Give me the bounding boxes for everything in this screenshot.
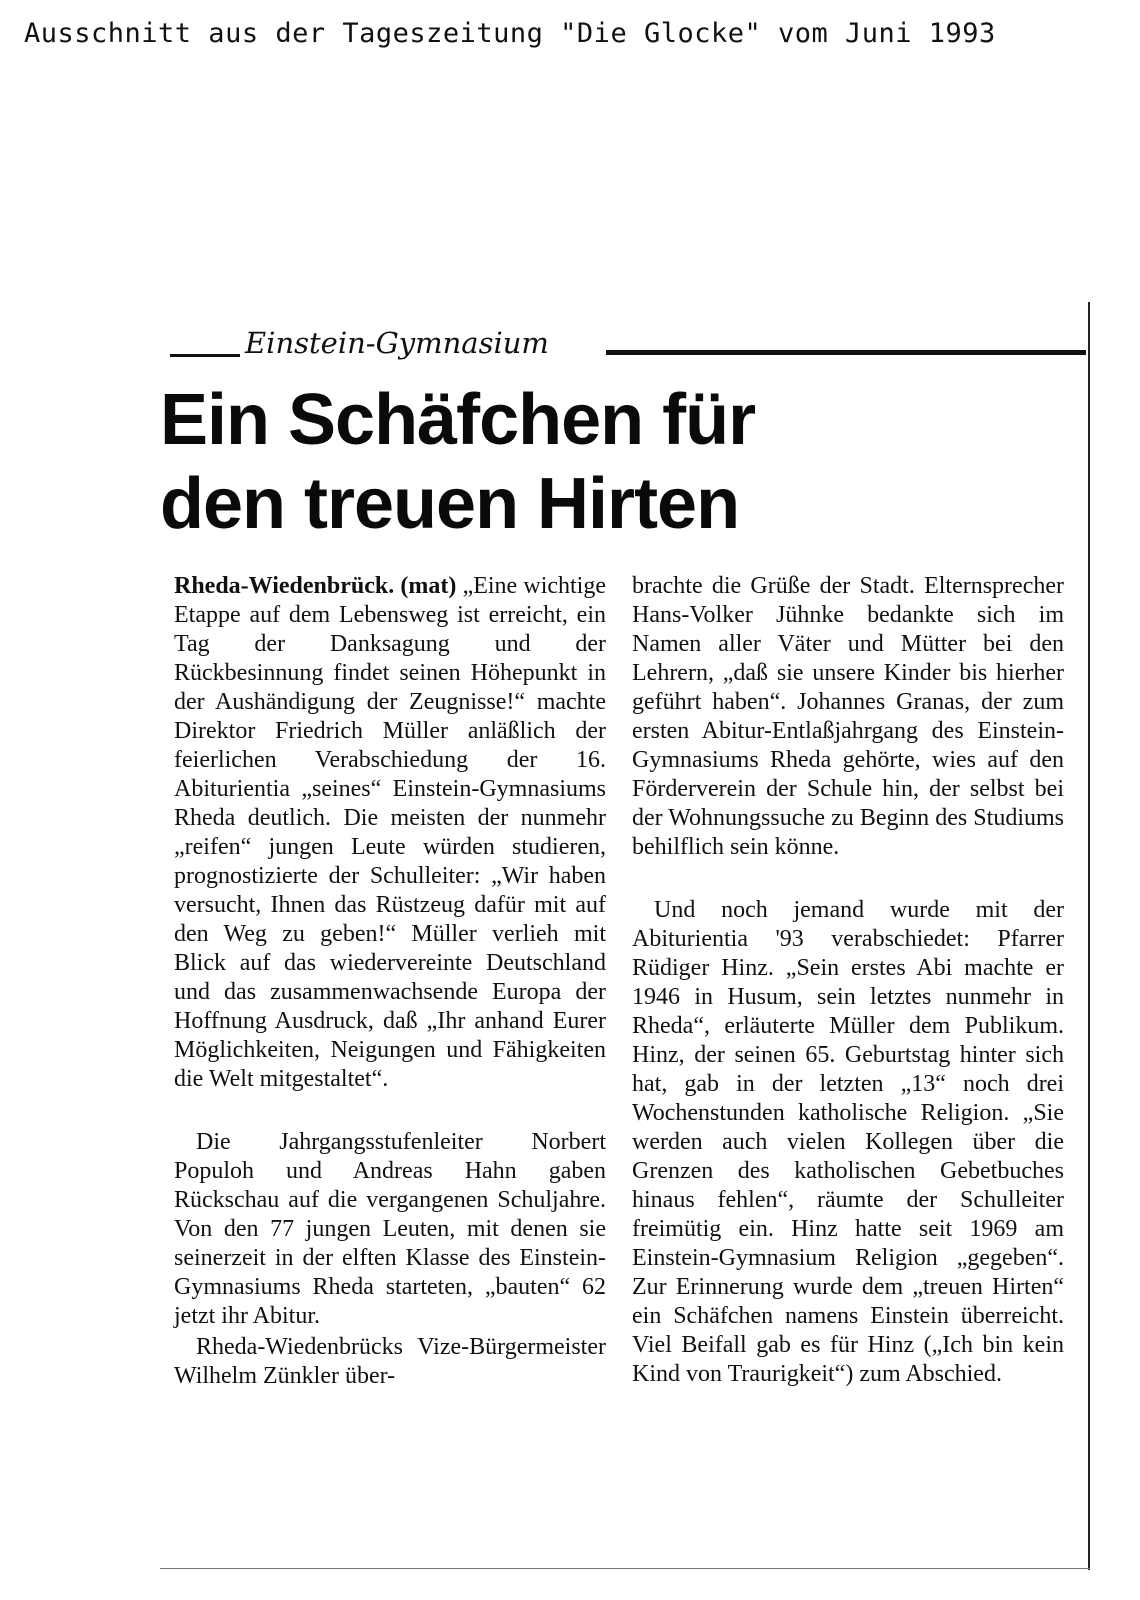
kicker-dash xyxy=(170,354,240,357)
paragraph-4: Und noch jemand wurde mit der Abiturientia '93 verabschiedet: Pfarrer Rüdiger Hinz. „Sein erstes Abi machte er 1946 in Husum, sein letztes nunmehr in Rheda“, erläuterte Müller dem Publikum. Hinz, der seinen 65. Geburtstag hinter sich hat, gab in der letzten „13“ noch drei Wochenstunden katholische Religion. „Sie werden auch vielen Kollegen über die Grenzen des katholischen Gebetbuches hinaus fehlen“, räumte der Schulleiter freimütig ein. Hinz hatte seit 1969 am Einstein-Gymnasium Religion „gegeben“. Zur Erinnerung wurde dem „treuen Hirten“ ein Schäfchen namens Einstein überreicht. Viel Beifall gab es für Hinz („Ich bin kein Kind von Traurigkeit“) zum Abschied. xyxy=(632,897,1064,1387)
headline-line-2: den treuen Hirten xyxy=(160,464,740,544)
paragraph-3: Rheda-Wiedenbrücks Vize-Bürgermeister Wilhelm Zünkler über- xyxy=(174,1334,606,1389)
article-column-left xyxy=(174,572,606,1391)
article-column-right xyxy=(632,572,1064,1389)
paragraph-1-text: „Eine wichtige Etappe auf dem Lebensweg ist erreicht, ein Tag der Danksagung und der Rückbesinnung findet seinen Höhepunkt in der Aushändigung der Zeugnisse!“ machte Direktor Friedrich Müller anläßlich der feierlichen Verabschiedung der 16. Abiturientia „seines“ Einstein-Gymnasiums Rheda deutlich. Die meisten der nunmehr „reifen“ jungen Leute würden studieren, prognostizierte der Schulleiter: „Wir haben versucht, Ihnen das Rüstzeug dafür mit auf den Weg zu geben!“ Müller verlieh mit Blick auf das wiedervereinte Deutschland und das zusammenwachsende Europa der Hoffnung Ausdruck, daß „Ihr anhand Eurer Möglichkeiten, Neigungen und Fähigkeiten die Welt mitgestaltet“. xyxy=(174,573,606,1092)
article-kicker: Einstein-Gymnasium xyxy=(245,326,549,360)
kicker-rule xyxy=(606,350,1086,355)
paragraph-1 xyxy=(174,572,606,1094)
headline-line-1: Ein Schäfchen für xyxy=(160,380,756,460)
dateline: Rheda-Wiedenbrück. (mat) xyxy=(174,573,457,599)
clipping-caption: Ausschnitt aus der Tageszeitung "Die Glocke" vom Juni 1993 xyxy=(24,18,996,49)
paragraph-3-continued: brachte die Grüße der Stadt. Elternsprecher Hans-Volker Jühnke bedankte sich im Namen aller Väter und Mütter bei den Lehrern, „daß sie unsere Kinder bis hierher geführt haben“. Johannes Granas, der zum ersten Abitur-Entlaßjahrgang des Einstein-Gymnasiums Rheda gehörte, wies auf den Förderverein der Schule hin, der selbst bei der Wohnungssuche zu Beginn des Studiums behilflich sein könne. xyxy=(632,573,1064,860)
paragraph-2: Die Jahrgangsstufenleiter Norbert Populoh und Andreas Hahn gaben Rückschau auf die vergangenen Schuljahre. Von den 77 jungen Leuten, mit denen sie seinerzeit in der elften Klasse des Einstein-Gymnasiums Rheda starteten, „bauten“ 62 jetzt ihr Abitur. xyxy=(174,1129,606,1329)
article-headline xyxy=(160,378,920,546)
kicker-row xyxy=(170,326,1090,366)
newspaper-clipping xyxy=(160,320,1090,1570)
